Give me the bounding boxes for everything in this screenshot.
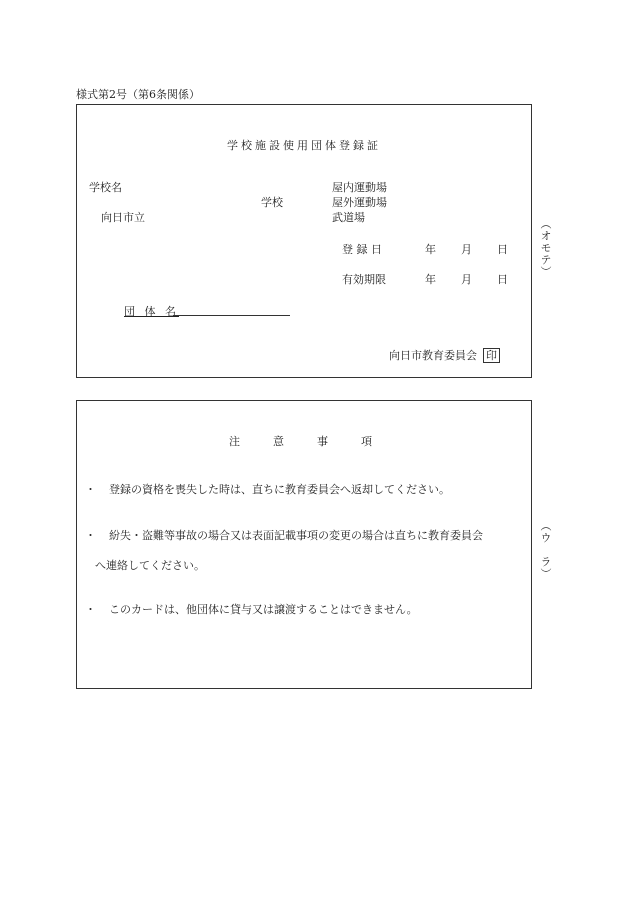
note-3: このカードは、他団体に貸与又は譲渡することはできません。 [109,603,418,616]
validity-day: 日 [497,273,508,286]
note-bullet-2: ・ [85,529,96,542]
group-name-line [173,303,290,316]
note-1: 登録の資格を喪失した時は、直ちに教育委員会へ返却してください。 [109,483,450,496]
issuer-name: 向日市教育委員会 [389,349,477,362]
registration-month: 月 [461,243,472,256]
front-card [76,104,532,378]
facility-outdoor: 屋外運動場 [332,196,387,209]
validity-year: 年 [425,273,436,286]
card-title: 学校施設使用団体登録証 [227,139,381,152]
seal-mark: 印 [483,348,500,363]
school-name-label: 学校名 [89,181,122,194]
note-2: 紛失・盗難等事故の場合又は表面記載事項の変更の場合は直ちに教育委員会 [109,529,483,542]
school-suffix: 学校 [261,196,283,209]
registration-day: 日 [497,243,508,256]
front-side-label: （オモテ） [539,218,552,278]
note-bullet-3: ・ [85,603,96,616]
back-card [76,400,532,689]
validity-label: 有効期限 [342,273,386,286]
note-2-continued: へ連絡してください。 [95,559,205,572]
school-prefix: 向日市立 [101,211,145,224]
registration-year: 年 [425,243,436,256]
facility-dojo: 武道場 [332,211,365,224]
group-name-label: 団 体 名 [124,305,179,318]
validity-month: 月 [461,273,472,286]
form-label: 様式第2号（第6条関係） [76,88,200,101]
notes-title: 注 意 事 項 [229,435,372,448]
facility-indoor: 屋内運動場 [332,181,387,194]
note-bullet-1: ・ [85,483,96,496]
back-side-label: （ウ ラ） [539,520,552,580]
registration-date-label: 登 録 日 [342,243,382,256]
issuer-block [389,347,500,363]
